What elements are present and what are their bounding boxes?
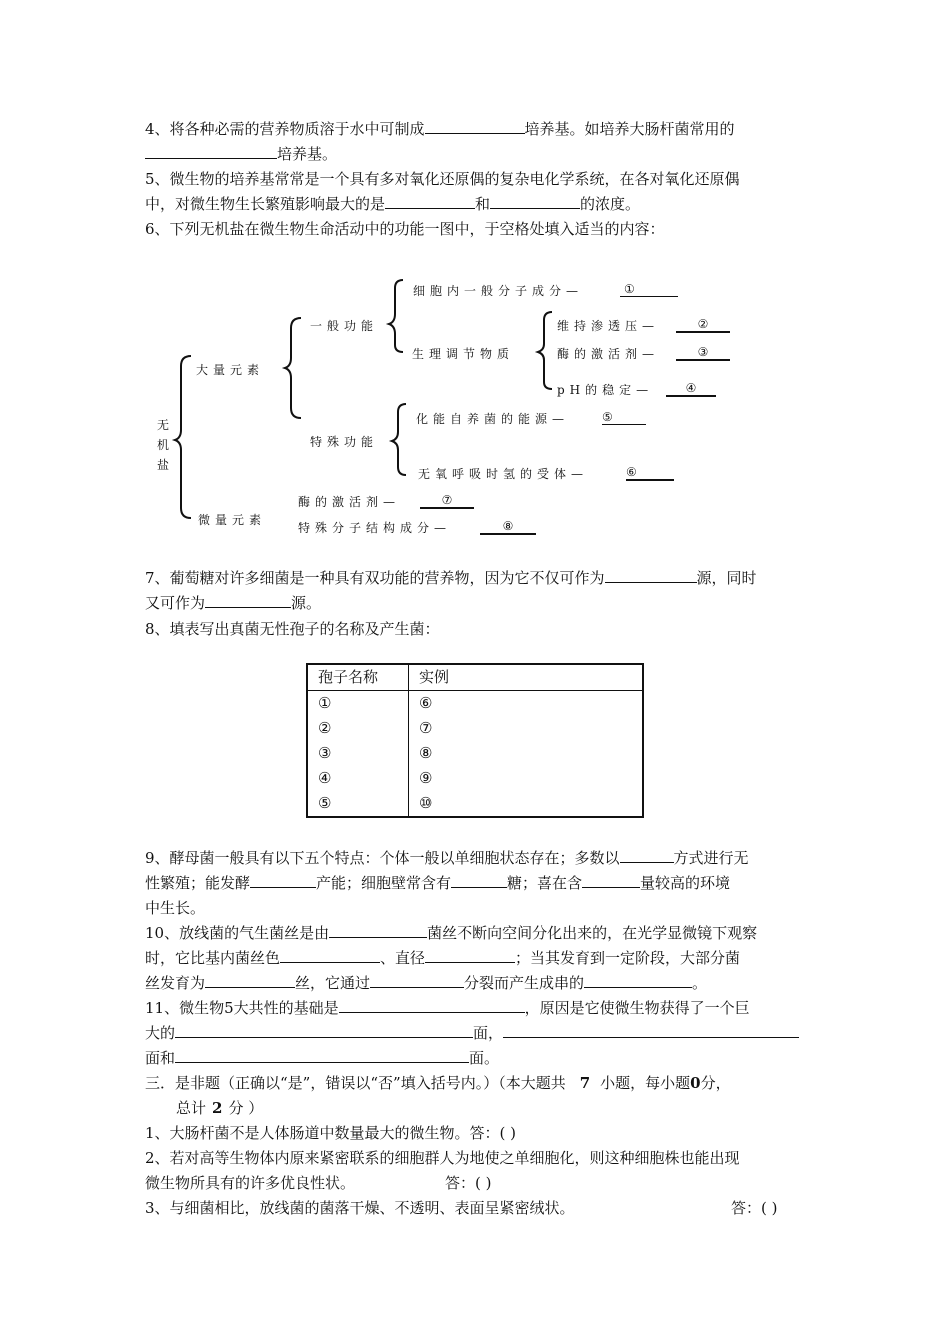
physio-bracket: [538, 312, 552, 389]
question-4-line-1: 4、将各种必需的营养物质溶于水中可制成 培养基。如培养大肠杆菌常用的: [145, 120, 735, 138]
answer-blank[interactable]: [490, 194, 580, 209]
table-cell[interactable]: ⑤: [307, 791, 409, 817]
ph-label: pH的稳定—: [557, 383, 654, 397]
answer-blank[interactable]: [370, 973, 464, 988]
micro-enzyme-label: 酶的激活剂—: [298, 495, 401, 509]
table-cell[interactable]: ①: [307, 691, 409, 717]
answer-blank[interactable]: [451, 873, 507, 888]
tf-question-3: 3、与细菌相比，放线菌的菌落干燥、不透明、表面呈紧密绒状。: [145, 1199, 575, 1217]
section-3-heading: 三．是非题（正确以“是”，错误以“否”填入括号内。）（本大题共 7 小题，每小题0分，: [145, 1074, 731, 1092]
answer-blank[interactable]: [620, 848, 674, 863]
table-cell[interactable]: ⑩: [419, 794, 433, 812]
header-example: 实例: [409, 664, 644, 691]
micro-elements-label: 微量元素: [198, 513, 267, 527]
table-row: [307, 716, 643, 741]
answer-blank[interactable]: [145, 144, 277, 159]
answer-blank[interactable]: [339, 998, 525, 1013]
general-bracket: [389, 280, 403, 352]
enzyme-activator-label: 酶的激活剂—: [557, 347, 660, 361]
table-row: [307, 741, 643, 766]
answer-blank[interactable]: [605, 568, 697, 583]
root-char-2: 机: [157, 438, 170, 452]
answer-blank[interactable]: [175, 1048, 469, 1063]
table-cell[interactable]: ④: [307, 766, 409, 791]
spore-table: [306, 663, 644, 818]
physio-substance-label: 生理调节物质: [412, 347, 515, 361]
table-cell[interactable]: ⑥: [419, 694, 433, 712]
answer-blank[interactable]: [425, 948, 515, 963]
question-10-line-3: 丝发育为 丝，它通过 分裂而产生成串的 。: [145, 974, 708, 992]
question-5-line-1: 5、微生物的培养基常常是一个具有多对氧化还原偶的复杂电化学系统，在各对氧化还原偶: [145, 170, 740, 188]
tf-question-2-line-2: 微生物所具有的许多优良性状。 答：( ): [145, 1174, 492, 1192]
table-cell[interactable]: ③: [307, 741, 409, 766]
question-9-line-3: 中生长。: [145, 899, 206, 917]
question-11-line-2: 大的 面，: [145, 1022, 799, 1043]
question-11-line-1: 11、微生物5大共性的基础是 ，原因是它使微生物获得了一个巨: [145, 999, 750, 1017]
table-cell[interactable]: ⑦: [419, 719, 433, 737]
micro-structure-label: 特殊分子结构成分—: [298, 521, 452, 535]
answer-blank[interactable]: [280, 948, 380, 963]
root-char-3: 盐: [157, 458, 170, 472]
osmotic-label: 维持渗透压—: [557, 319, 660, 333]
anaerobic-label: 无氧呼吸时氢的受体—: [418, 467, 589, 481]
special-function-label: 特殊功能: [310, 435, 379, 449]
tf-question-3-answer: 答：( ): [731, 1199, 778, 1217]
question-4-line-2: 培养基。: [145, 143, 337, 164]
answer-blank[interactable]: [205, 593, 291, 608]
tf-question-2-line-1: 2、若对高等生物体内原来紧密联系的细胞群人为地使之单细胞化，则这种细胞株也能出现: [145, 1149, 740, 1167]
question-5-line-2: 中，对微生物生长繁殖影响最大的是 和 的浓度。: [145, 195, 641, 213]
blank-7[interactable]: ⑦: [420, 493, 474, 509]
answer-blank[interactable]: [329, 923, 427, 938]
blank-1[interactable]: ①: [620, 282, 678, 297]
question-9-line-2: 性繁殖；能发酵 产能；细胞壁常含有 糖；喜在含 量较高的环境: [145, 874, 731, 892]
blank-5[interactable]: ⑤: [602, 410, 646, 425]
answer-blank[interactable]: [503, 1023, 799, 1038]
question-6-line-1: 6、下列无机盐在微生物生命活动中的功能一图中，于空格处填入适当的内容：: [145, 220, 665, 238]
answer-blank[interactable]: [250, 873, 316, 888]
question-8-line-1: 8、填表写出真菌无性孢子的名称及产生菌：: [145, 620, 440, 638]
header-spore-name: 孢子名称: [307, 664, 409, 691]
special-bracket: [392, 404, 406, 475]
table-row: [307, 691, 643, 717]
cell-molecule-label: 细胞内一般分子成分—: [413, 284, 584, 298]
question-10-line-1: 10、放线菌的气生菌丝是由 菌丝不断向空间分化出来的，在光学显微镜下观察: [145, 924, 758, 942]
general-function-label: 一般功能: [310, 319, 379, 333]
table-cell[interactable]: ②: [307, 716, 409, 741]
question-11-line-3: 面和 面。: [145, 1049, 500, 1067]
answer-blank[interactable]: [385, 194, 475, 209]
answer-blank[interactable]: [582, 873, 640, 888]
question-7-line-2: 又可作为 源。: [145, 594, 322, 612]
question-10-line-2: 时，它比基内菌丝色 、直径 ；当其发育到一定阶段，大部分菌: [145, 949, 741, 967]
root-char-1: 无: [157, 418, 170, 432]
blank-2[interactable]: ②: [676, 317, 730, 333]
question-7-line-1: 7、葡萄糖对许多细菌是一种具有双功能的营养物，因为它不仅可作为 源，同时: [145, 569, 757, 587]
table-cell[interactable]: ⑨: [419, 769, 433, 787]
blank-8[interactable]: ⑧: [480, 519, 536, 535]
tf-question-1: 1、大肠杆菌不是人体肠道中数量最大的微生物。答：( ): [145, 1124, 517, 1142]
macro-elements-label: 大量元素: [196, 363, 265, 377]
blank-4[interactable]: ④: [666, 381, 716, 397]
table-cell[interactable]: ⑧: [419, 744, 433, 762]
answer-blank[interactable]: [175, 1023, 473, 1038]
question-9-line-1: 9、酵母菌一般具有以下五个特点：个体一般以单细胞状态存在；多数以 方式进行无: [145, 849, 749, 867]
answer-blank[interactable]: [584, 973, 692, 988]
answer-blank[interactable]: [425, 119, 525, 134]
table-row: [307, 791, 643, 817]
blank-3[interactable]: ③: [676, 345, 730, 361]
macro-bracket: [285, 318, 301, 418]
table-row: [307, 766, 643, 791]
chemoautotroph-label: 化能自养菌的能源—: [416, 412, 570, 426]
answer-blank[interactable]: [205, 973, 295, 988]
root-bracket: [175, 356, 191, 518]
table-header-row: [307, 664, 643, 691]
blank-6[interactable]: ⑥: [626, 465, 674, 481]
section-3-heading-line-2: 总计 2 分 ）: [176, 1099, 264, 1117]
